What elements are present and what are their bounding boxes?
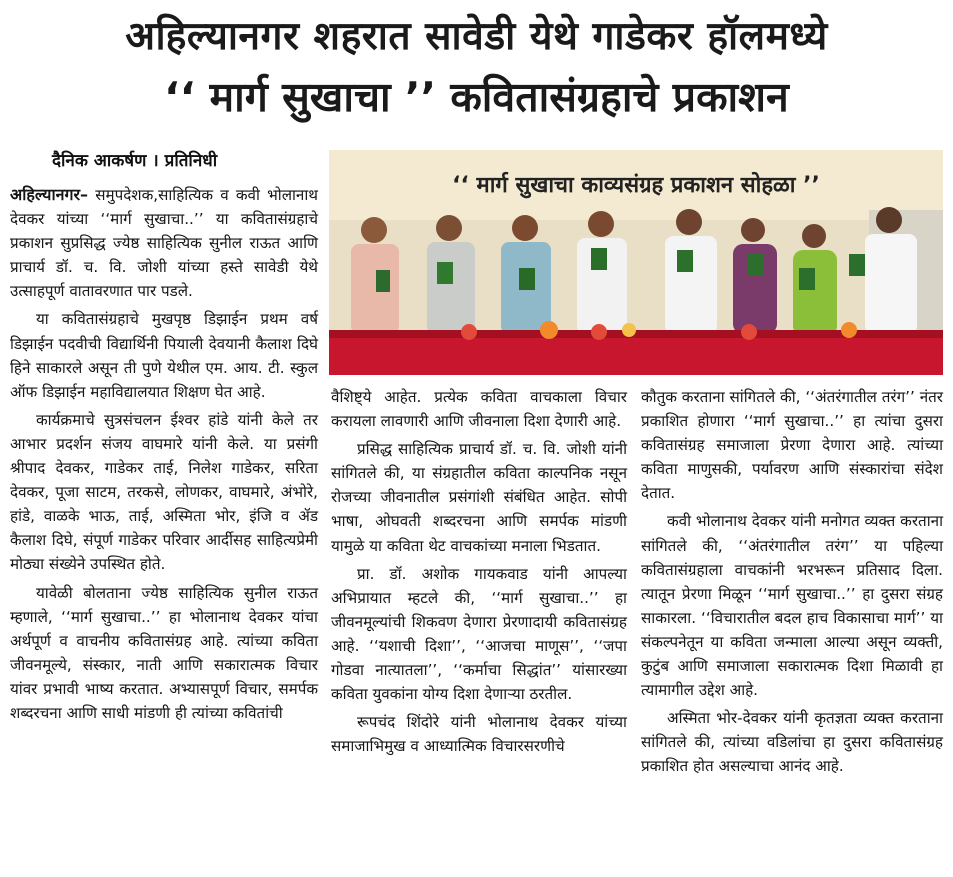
paragraph: प्रा. डॉ. अशोक गायकवाड यांनी आपल्या अभिप्रायात म्हटले की, ‘‘मार्ग सुखाचा..’’ हा जीवनमूल्यांची शिकवण देणारा प्रेरणादायी कवितासंग्रह आहे. ‘‘यशाची दिशा’’, ‘‘आजचा माणूस’’, ‘‘जपा गोडवा नात्यातला’’, ‘‘कर्माचा सिद्धांत’’ यांसारख्या कविता युवकांना योग्य दिशा देणाऱ्या ठरतील. xyxy=(331,564,627,704)
paragraph: रूपचंद शिंदोरे यांनी भोलानाथ देवकर यांच्या समाजाभिमुख व आध्यात्मिक विचारसरणीचे xyxy=(331,713,627,756)
paragraph: यावेळी बोलताना ज्येष्ठ साहित्यिक सुनील राऊत म्हणाले, ‘‘मार्ग सुखाचा..’’ हा भोलानाथ देवकर यांचा अर्थपूर्ण व वाचनीय कवितासंग्रह आहे. त्यांच्या कविता जीवनमूल्ये, संस्कार, नाती आणि सकारात्मक विचार यांवर प्रभावी भाष्य करतात. अभ्यासपूर्ण विचार, समर्पक शब्दरचना आणि साधी मांडणी ही त्यांच्या कवितांची xyxy=(10,583,318,722)
paragraph: अस्मिता भोर-देवकर यांनी कृतज्ञता व्यक्त करताना सांगितले की, त्यांच्या वडिलांचा हा दुसरा कवितासंग्रह प्रकाशित होत असल्याचा आनंद आहे. xyxy=(641,709,943,776)
dateline: अहिल्यानगर– xyxy=(10,185,89,204)
table-cloth xyxy=(329,336,943,375)
paragraph: कौतुक करताना सांगितले की, ‘‘अंतरंगातील तरंग’’ नंतर प्रकाशित होणारा ‘‘मार्ग सुखाचा..’’ हा त्यांचा दुसरा कवितासंग्रह समाजाला प्रेरणा देणारा आहे. त्यांच्या कविता माणुसकी, पर्यावरण आणि संस्कारांचा संदेश देतात. xyxy=(641,388,943,503)
article-column-1 xyxy=(10,183,318,729)
headline-line-1: अहिल्यानगर शहरात सावेडी येथे गाडेकर हॉलमध्ये xyxy=(125,14,828,59)
paragraph: प्रसिद्ध साहित्यिक प्राचार्य डॉ. च. वि. जोशी यांनी सांगितले की, या संग्रहातील कविता काल्पनिक नसून रोजच्या जीवनातील प्रसंगांशी संबंधित आहेत. सोपी भाषा, ओघवती शब्दरचना आणि समर्पक मांडणी यामुळे या कविता थेट वाचकांच्या मनाला भिडतात. xyxy=(331,440,627,555)
headline-line-2: ‘‘ मार्ग सुखाचा ’’ कवितासंग्रहाचे प्रकाशन xyxy=(164,73,789,121)
banner-text: ‘‘ मार्ग सुखाचा काव्यसंग्रह प्रकाशन सोहळा ’’ xyxy=(452,173,820,198)
article-column-3 xyxy=(641,385,943,783)
event-photo-illustration xyxy=(329,150,943,375)
event-photo xyxy=(329,150,943,375)
paragraph: कवी भोलानाथ देवकर यांनी मनोगत व्यक्त करताना सांगितले की, ‘‘अंतरंगातील तरंग’’ या पहिल्या कवितासंग्रहाला वाचकांनी भरभरून प्रतिसाद दिला. त्यातून प्रेरणा मिळून ‘‘मार्ग सुखाचा..’’ हा दुसरा संग्रह साकारला. ‘‘विचारातील बदल हाच विकासाचा मार्ग’’ या संकल्पनेतून या कविता जन्माला आल्या असून व्यक्ती, कुटुंब आणि समाजाला सकारात्मक दिशा मिळावी हा त्यामागील उद्देश आहे. xyxy=(641,512,943,700)
byline: दैनिक आकर्षण । प्रतिनिधी xyxy=(52,151,218,171)
paragraph: अहिल्यानगर– समुपदेशक,साहित्यिक व कवी भोलानाथ देवकर यांच्या ‘‘मार्ग सुखाचा..’’ या कवितासंग्रहाचे प्रकाशन सुप्रसिद्ध ज्येष्ठ साहित्यिक सुनील राऊत आणि प्राचार्य डॉ. च. वि. जोशी यांच्या हस्ते सावेडी येथे उत्साहपूर्ण वातावरणात पार पडले. xyxy=(10,185,318,301)
paragraph: या कवितासंग्रहाचे मुखपृष्ठ डिझाईन प्रथम वर्ष डिझाईन पदवीची विद्यार्थिनी पियाली देवयानी कैलाश दिघे हिने साकारले असून ती पुणे येथील एम. आय. टी. स्कुल ऑफ डिझाईन महाविद्यालयात शिक्षण घेत आहे. xyxy=(10,310,318,401)
article-column-2 xyxy=(331,385,627,762)
paragraph: कार्यक्रमाचे सुत्रसंचलन ईश्वर हांडे यांनी केले तर आभार प्रदर्शन संजय वाघमारे यांनी केले. या प्रसंगी श्रीपाद देवकर, गाडेकर ताई, निलेश गाडेकर, सरिता देवकर, पूजा साटम, तरकसे, लोणकर, वाघमारे, अंभोरे, हांडे, वाळके भाऊ, ताई, अस्मिता भोर, इंजि व ॲड कैलाश दिघे, संपूर्ण गाडेकर परिवार आर्दीसह साहित्यप्रेमी मोठ्या संख्येने उपस्थित होते. xyxy=(10,410,318,574)
paragraph: वैशिष्ट्ये आहेत. प्रत्येक कविता वाचकाला विचार करायला लावणारी आणि जीवनाला दिशा देणारी आहे. xyxy=(331,388,627,431)
